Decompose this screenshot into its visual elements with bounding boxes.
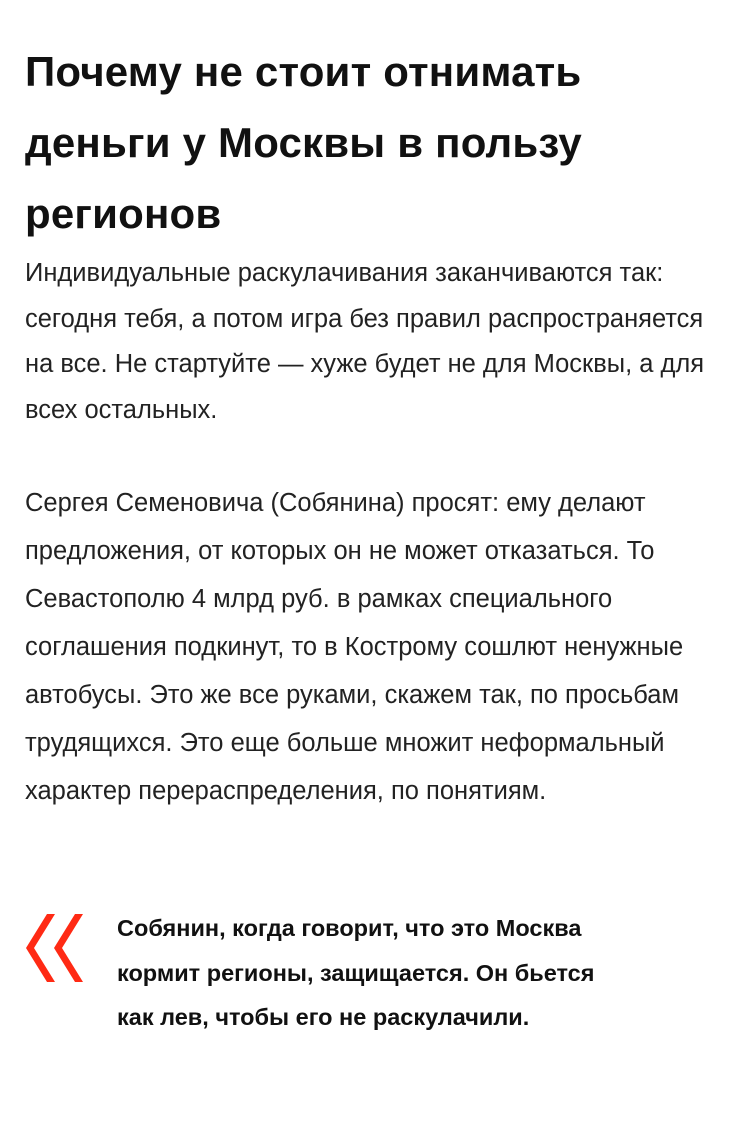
quote-mark-icon: [25, 912, 87, 984]
article: [25, 36, 725, 815]
pull-quote: [25, 906, 715, 1096]
article-lead: Индивидуальные раскулачивания заканчиваются так: сегодня тебя, а потом игра без правил распространяется на все. Не стартуйте — хуже будет не для Москвы, а для всех остальных.: [25, 259, 705, 424]
article-paragraph: Сергея Семеновича (Собянина) просят: ему делают предложения, от которых он не может отказаться. То Севастополю 4 млрд руб. в рамках специального соглашения подкинут, то в Кострому сошлют ненужные автобусы. Это же все руками, скажем так, по просьбам трудящихся. Это еще больше множит неформальный характер перераспределения, по понятиям.: [25, 489, 684, 805]
pull-quote-text: Собянин, когда говорит, что это Москва кормит регионы, защищается. Он бьется как лев, чтобы его не раскулачили.: [117, 915, 595, 1030]
article-title: Почему не стоит отнимать деньги у Москвы в пользу регионов: [25, 48, 582, 237]
